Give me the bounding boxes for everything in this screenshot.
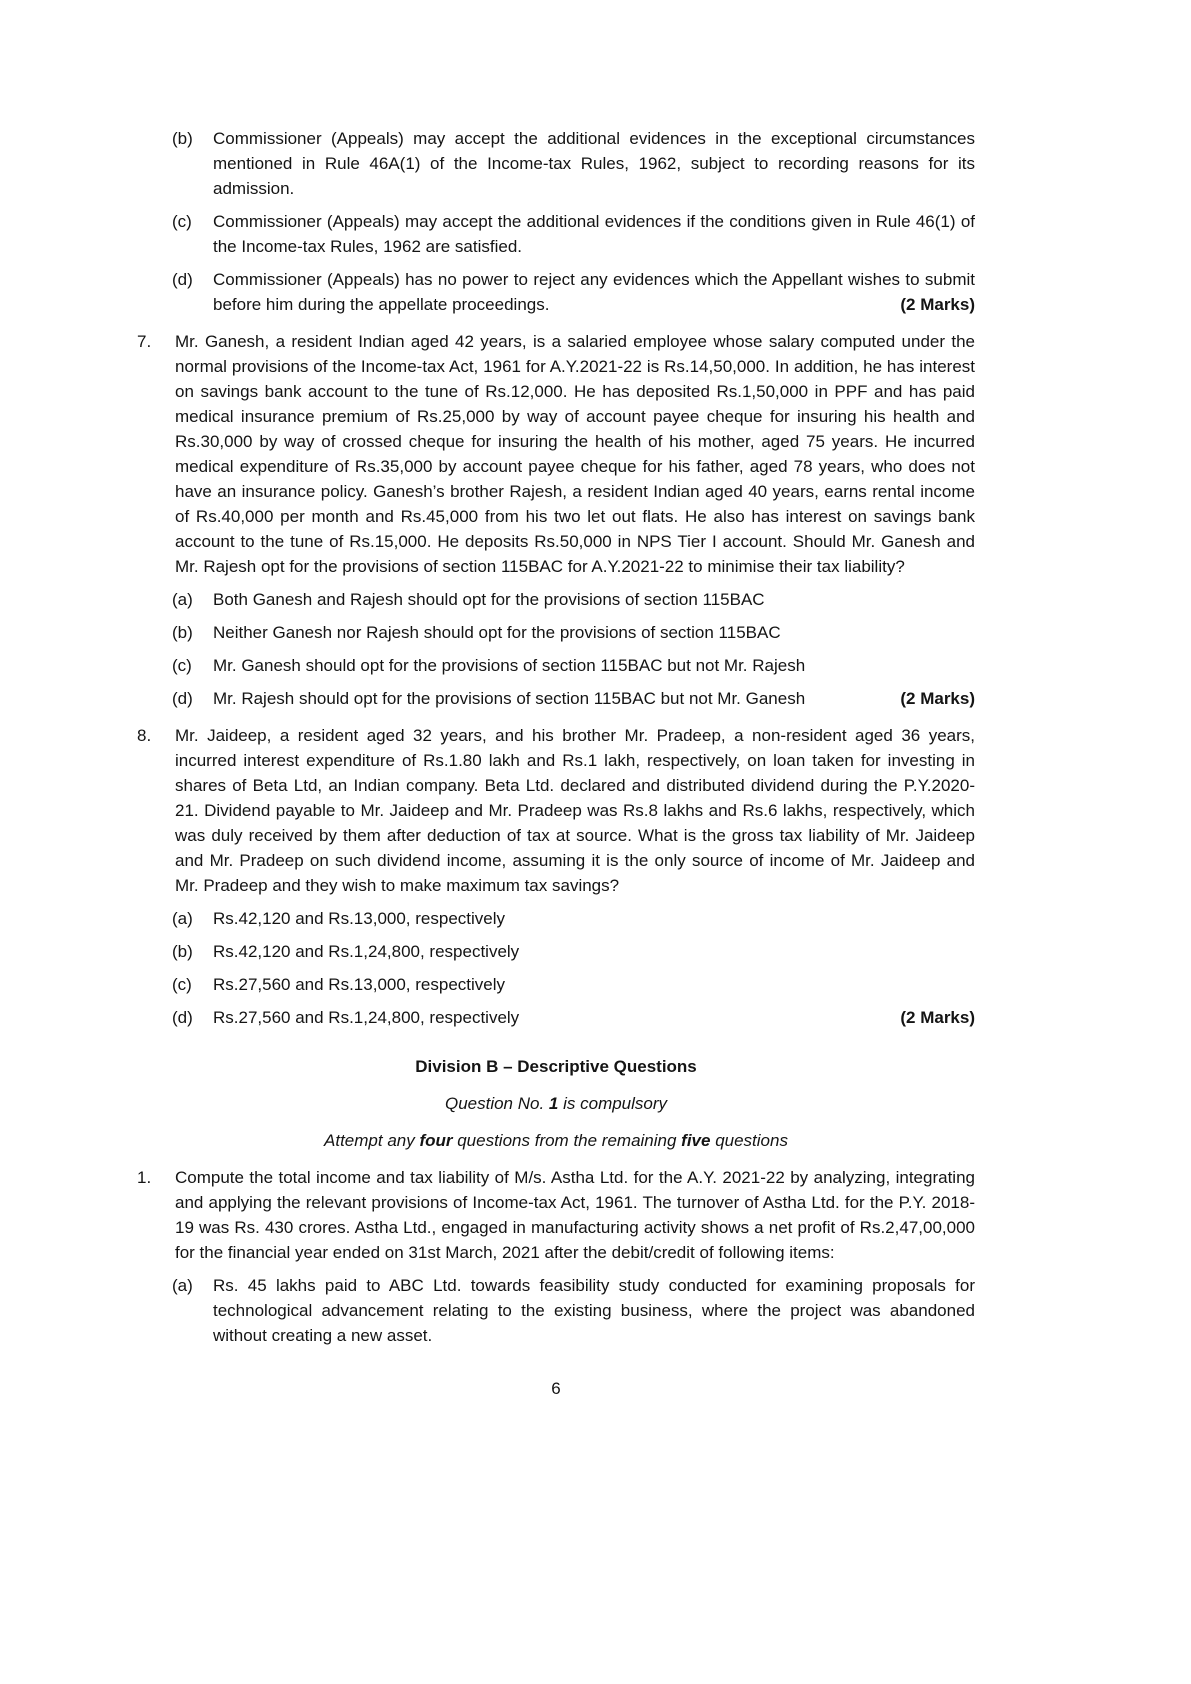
option-row <box>172 906 975 931</box>
option-label: (c) <box>172 212 192 231</box>
option-text: Rs.42,120 and Rs.1,24,800, respectively <box>213 942 520 961</box>
question-1 <box>137 1165 975 1265</box>
option-text: Rs.27,560 and Rs.13,000, respectively <box>213 975 506 994</box>
marks-badge: (2 Marks) <box>900 1008 975 1027</box>
option-text: Rs.42,120 and Rs.13,000, respectively <box>213 909 506 928</box>
sub-item-row <box>172 1273 975 1348</box>
option-row <box>172 620 975 645</box>
question-number: 1. <box>137 1168 152 1187</box>
note-text: is compulsory <box>558 1094 668 1113</box>
option-row <box>172 686 975 711</box>
marks-badge: (2 Marks) <box>900 295 975 314</box>
option-row <box>172 972 975 997</box>
option-label: (d) <box>172 689 193 708</box>
option-label: (a) <box>172 909 193 928</box>
option-label: (d) <box>172 270 193 289</box>
question-7 <box>137 329 975 579</box>
question-8 <box>137 723 975 898</box>
note-text: Attempt any <box>324 1131 420 1150</box>
option-row <box>172 209 975 259</box>
note-bold: 1 <box>548 1094 559 1113</box>
division-b-heading: Division B – Descriptive Questions <box>415 1057 697 1076</box>
sub-item-label: (a) <box>172 1276 193 1295</box>
note-text: questions <box>710 1131 788 1150</box>
option-text: Both Ganesh and Rajesh should opt for the provisions of section 115BAC <box>213 590 765 609</box>
note-bold: five <box>681 1131 711 1150</box>
option-text <box>213 1005 975 1030</box>
option-text <box>213 267 975 317</box>
question-number: 7. <box>137 332 152 351</box>
attempt-note <box>137 1128 975 1153</box>
sub-item-text: Rs. 45 lakhs paid to ABC Ltd. towards feasibility study conducted for examining proposals for technological advancement relating to the existing business, where the project was abandoned without creating a new asset. <box>213 1276 975 1345</box>
option-label: (b) <box>172 129 193 148</box>
option-label: (c) <box>172 656 192 675</box>
question-number: 8. <box>137 726 152 745</box>
option-text: Neither Ganesh nor Rajesh should opt for the provisions of section 115BAC <box>213 623 781 642</box>
note-text: questions from the remaining <box>452 1131 682 1150</box>
question-text: Mr. Ganesh, a resident Indian aged 42 years, is a salaried employee whose salary computed under the normal provisions of the Income-tax Act, 1961 for A.Y.2021-22 is Rs.14,50,000. In addition, he has interest on savings bank account to the tune of Rs.12,000. He has deposited Rs.1,50,000 in PPF and has paid medical insurance premium of Rs.25,000 by way of account payee cheque for insuring his health and Rs.30,000 by way of crossed cheque for insuring the health of his mother, aged 75 years. He incurred medical expenditure of Rs.35,000 by account payee cheque for his father, aged 78 years, who does not have an insurance policy. Ganesh’s brother Rajesh, a resident Indian aged 40 years, earns rental income of Rs.40,000 per month and Rs.45,000 from his two let out flats. He also has interest on savings bank account to the tune of Rs.15,000. He deposits Rs.50,000 in NPS Tier I account. Should Mr. Ganesh and Mr. Rajesh opt for the provisions of section 115BAC for A.Y.2021-22 to minimise their tax liability? <box>175 332 975 576</box>
option-text <box>213 686 975 711</box>
compulsory-note <box>137 1091 975 1116</box>
option-text-content: Rs.27,560 and Rs.1,24,800, respectively <box>213 1008 520 1027</box>
option-text-content: Mr. Rajesh should opt for the provisions of section 115BAC but not Mr. Ganesh <box>213 689 806 708</box>
option-text-content: Commissioner (Appeals) has no power to reject any evidences which the Appellant wishes to submit before him during the appellate proceedings. <box>213 270 975 314</box>
option-label: (d) <box>172 1008 193 1027</box>
note-bold: four <box>419 1131 453 1150</box>
option-label: (a) <box>172 590 193 609</box>
option-row <box>172 126 975 201</box>
option-row <box>172 939 975 964</box>
note-text: Question No. <box>444 1094 549 1113</box>
option-row <box>172 267 975 317</box>
option-row <box>172 1005 975 1030</box>
question-text: Compute the total income and tax liability of M/s. Astha Ltd. for the A.Y. 2021-22 by analyzing, integrating and applying the relevant provisions of Income-tax Act, 1961. The turnover of Astha Ltd. for the P.Y. 2018-19 was Rs. 430 crores. Astha Ltd., engaged in manufacturing activity shows a net profit of Rs.2,47,00,000 for the financial year ended on 31st March, 2021 after the debit/credit of following items: <box>175 1168 975 1262</box>
option-label: (c) <box>172 975 192 994</box>
option-label: (b) <box>172 623 193 642</box>
question-text: Mr. Jaideep, a resident aged 32 years, and his brother Mr. Pradeep, a non-resident aged 36 years, incurred interest expenditure of Rs.1.80 lakh and Rs.1 lakh, respectively, on loan taken for investing in shares of Beta Ltd, an Indian company. Beta Ltd. declared and distributed dividend during the P.Y.2020-21. Dividend payable to Mr. Jaideep and Mr. Pradeep was Rs.8 lakhs and Rs.6 lakhs, respectively, which was duly received by them after deduction of tax at source. What is the gross tax liability of Mr. Jaideep and Mr. Pradeep on such dividend income, assuming it is the only source of income of Mr. Jaideep and Mr. Pradeep and they wish to make maximum tax savings? <box>175 726 975 895</box>
option-text: Commissioner (Appeals) may accept the additional evidences if the conditions given in Rule 46(1) of the Income-tax Rules, 1962 are satisfied. <box>213 212 975 256</box>
marks-badge: (2 Marks) <box>900 689 975 708</box>
option-row <box>172 587 975 612</box>
option-row <box>172 653 975 678</box>
page-number: 6 <box>551 1379 561 1398</box>
option-text: Mr. Ganesh should opt for the provisions of section 115BAC but not Mr. Rajesh <box>213 656 806 675</box>
option-text: Commissioner (Appeals) may accept the additional evidences in the exceptional circumstances mentioned in Rule 46A(1) of the Income-tax Rules, 1962, subject to recording reasons for its admission. <box>213 129 975 198</box>
option-label: (b) <box>172 942 193 961</box>
